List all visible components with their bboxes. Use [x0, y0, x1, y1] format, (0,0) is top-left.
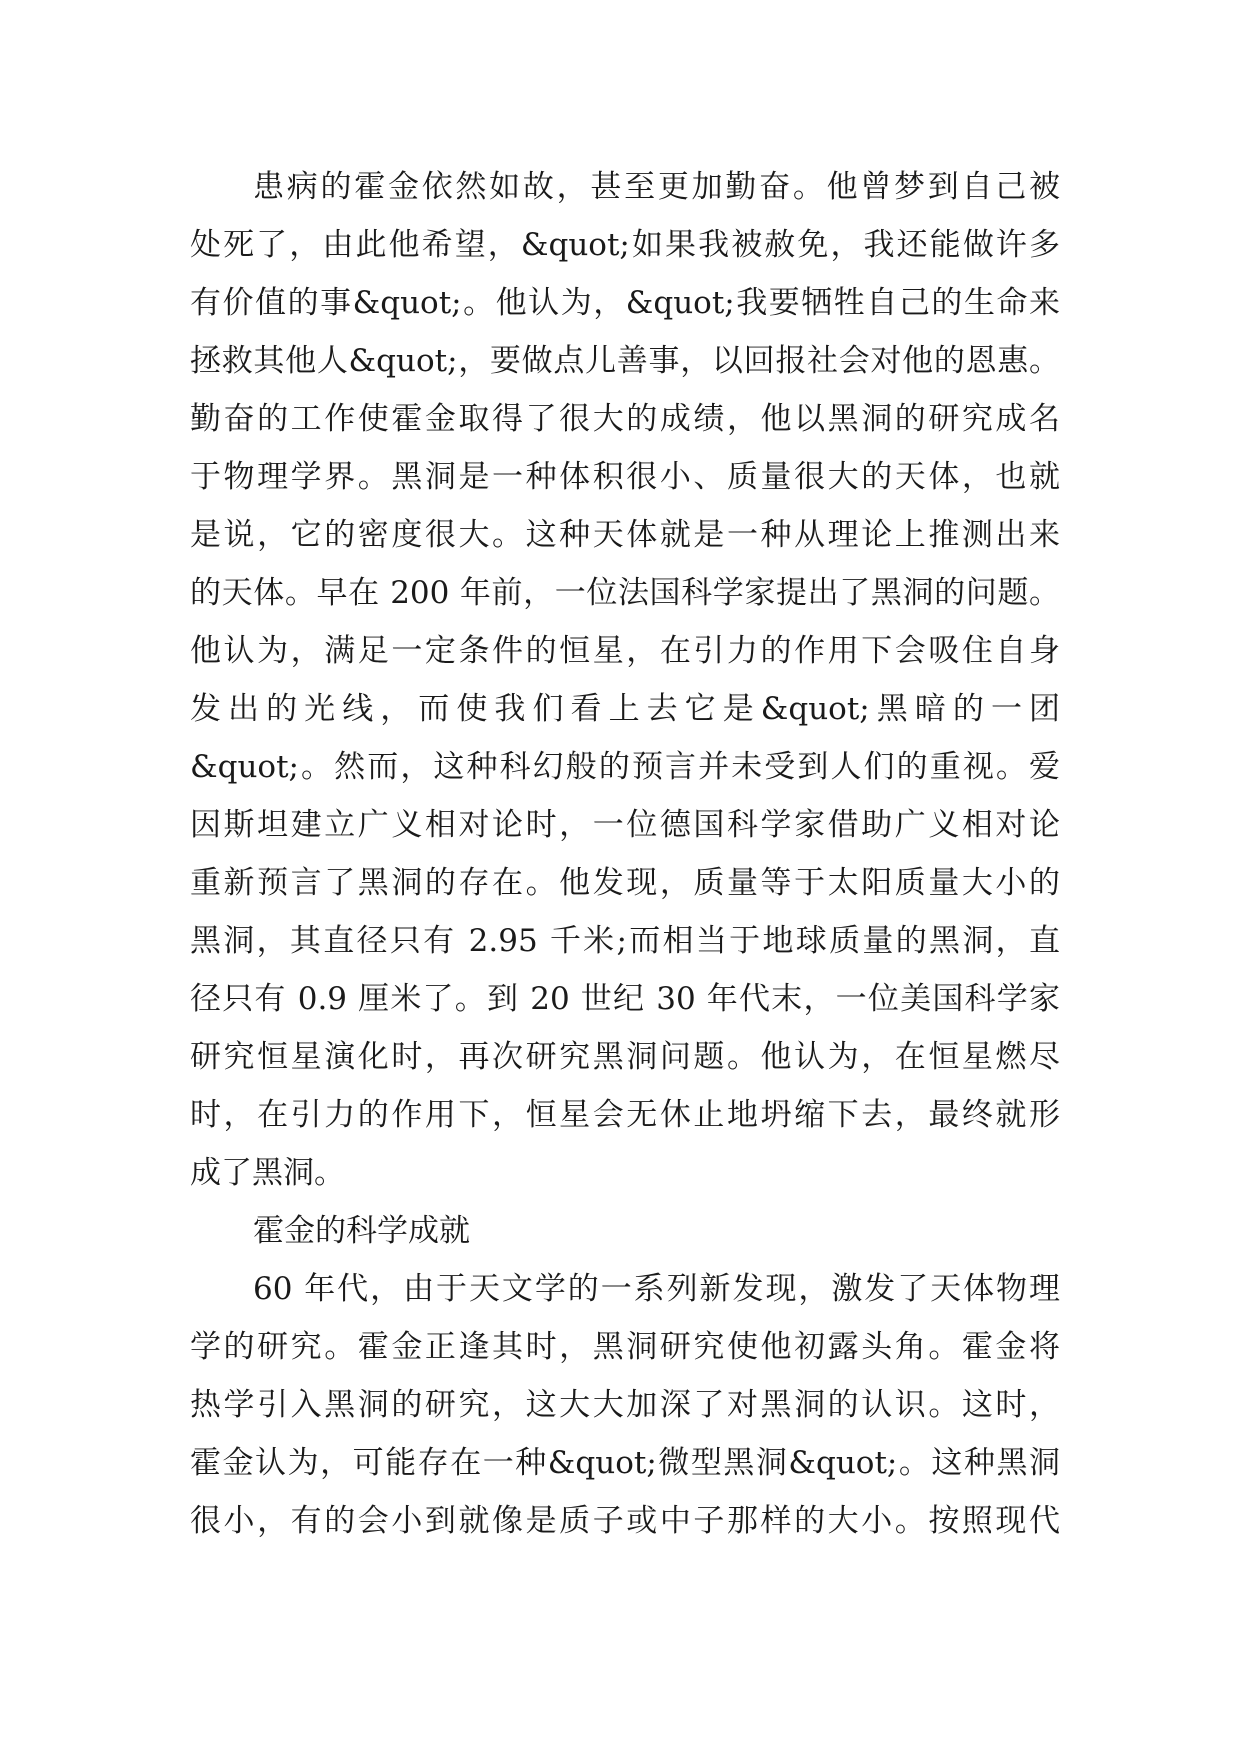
paragraph-2-line: 霍金认为，可能存在一种&quot;微型黑洞&quot;。这种黑洞 — [190, 1445, 1060, 1481]
paragraph-1-line: 的天体。早在 200 年前，一位法国科学家提出了黑洞的问题。 — [190, 575, 1060, 611]
section-heading: 霍金的科学成就 — [253, 1213, 470, 1249]
paragraph-2-line: 很小，有的会小到就像是质子或中子那样的大小。按照现代 — [190, 1503, 1060, 1539]
paragraph-1-line: &quot;。然而，这种科幻般的预言并未受到人们的重视。爱 — [190, 749, 1060, 785]
paragraph-1-line: 成了黑洞。 — [190, 1155, 345, 1191]
paragraph-1-line: 患病的霍金依然如故，甚至更加勤奋。他曾梦到自己被 — [253, 169, 1060, 205]
paragraph-1-line: 径只有 0.9 厘米了。到 20 世纪 30 年代末，一位美国科学家 — [190, 981, 1060, 1017]
paragraph-1-line: 是说，它的密度很大。这种天体就是一种从理论上推测出来 — [190, 517, 1060, 553]
paragraph-1-line: 重新预言了黑洞的存在。他发现，质量等于太阳质量大小的 — [190, 865, 1060, 901]
paragraph-1-line: 拯救其他人&quot;，要做点儿善事，以回报社会对他的恩惠。 — [190, 343, 1060, 379]
paragraph-1-line: 勤奋的工作使霍金取得了很大的成绩，他以黑洞的研究成名 — [190, 401, 1060, 437]
paragraph-1-line: 于物理学界。黑洞是一种体积很小、质量很大的天体，也就 — [190, 459, 1060, 495]
paragraph-1-line: 他认为，满足一定条件的恒星，在引力的作用下会吸住自身 — [190, 633, 1060, 669]
paragraph-1-line: 发出的光线，而使我们看上去它是&quot;黑暗的一团 — [190, 691, 1060, 727]
paragraph-2-line: 学的研究。霍金正逢其时，黑洞研究使他初露头角。霍金将 — [190, 1329, 1060, 1365]
paragraph-1-line: 有价值的事&quot;。他认为，&quot;我要牺牲自己的生命来 — [190, 285, 1060, 321]
paragraph-2-line: 热学引入黑洞的研究，这大大加深了对黑洞的认识。这时， — [190, 1387, 1060, 1423]
paragraph-1-line: 处死了，由此他希望，&quot;如果我被赦免，我还能做许多 — [190, 227, 1060, 263]
paragraph-1-line: 时，在引力的作用下，恒星会无休止地坍缩下去，最终就形 — [190, 1097, 1060, 1133]
paragraph-1-line: 研究恒星演化时，再次研究黑洞问题。他认为，在恒星燃尽 — [190, 1039, 1060, 1075]
paragraph-1-line: 因斯坦建立广义相对论时，一位德国科学家借助广义相对论 — [190, 807, 1060, 843]
paragraph-1-line: 黑洞，其直径只有 2.95 千米;而相当于地球质量的黑洞，直 — [190, 923, 1060, 959]
document-body — [190, 158, 1060, 1550]
paragraph-2-line: 60 年代，由于天文学的一系列新发现，激发了天体物理 — [253, 1271, 1060, 1307]
